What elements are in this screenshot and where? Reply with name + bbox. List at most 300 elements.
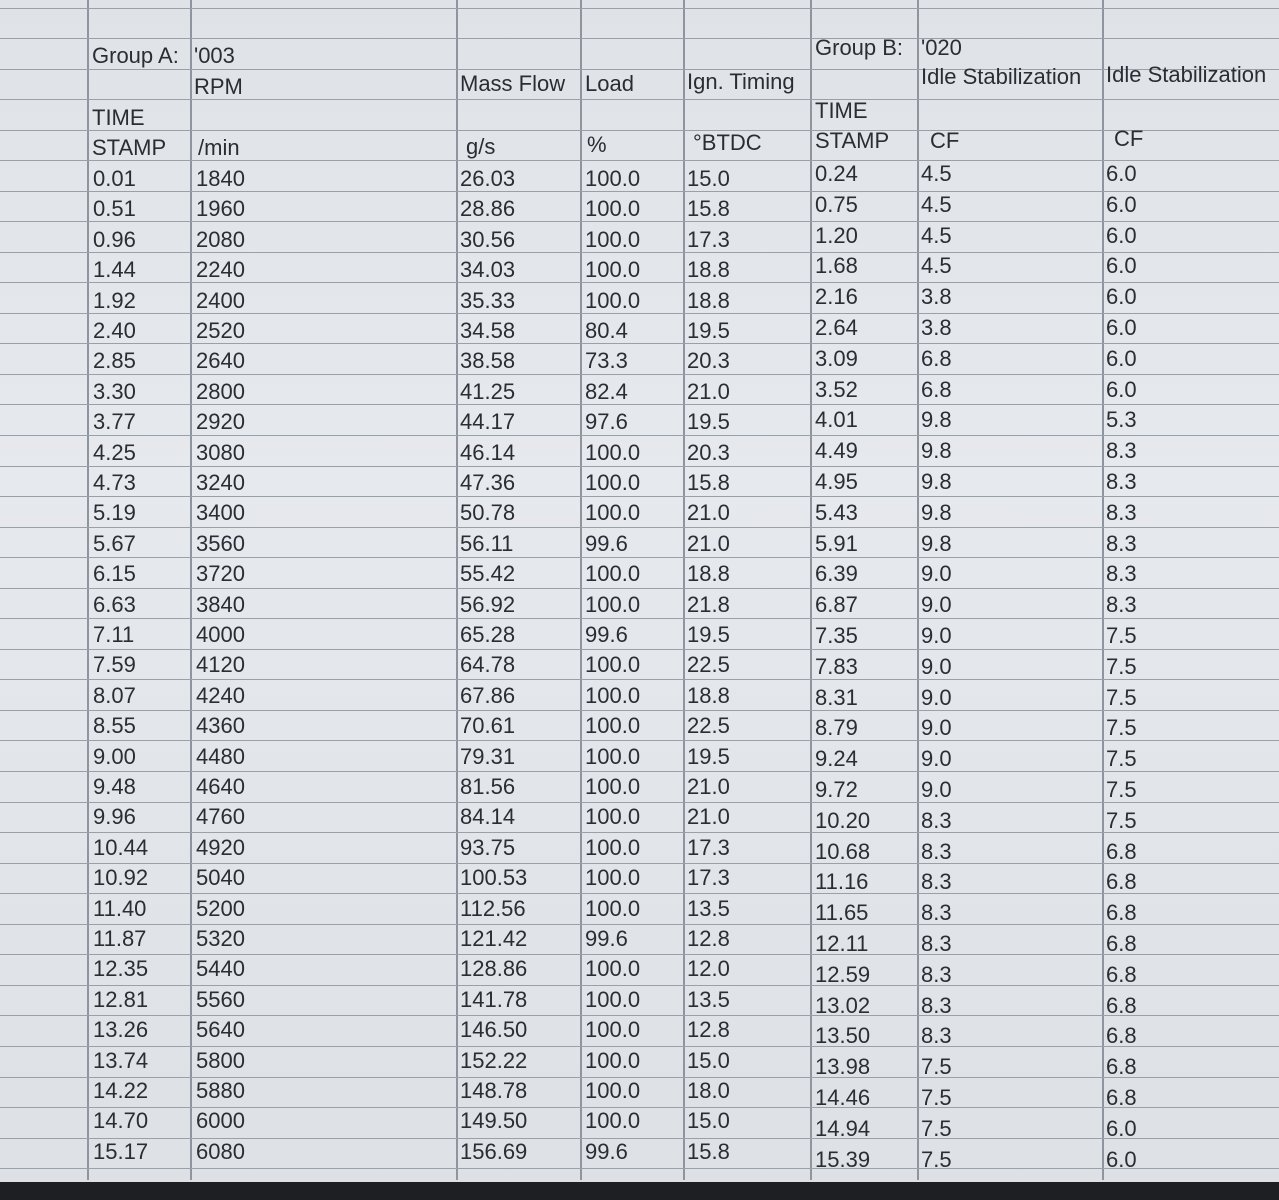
cell-load[interactable]: 100.0 xyxy=(585,470,641,495)
cell-time-stamp-b[interactable]: 0.24 xyxy=(815,161,858,186)
cell-idle-cf-2[interactable]: 6.0 xyxy=(1106,192,1137,217)
cell-idle-cf-2[interactable]: 6.0 xyxy=(1106,346,1137,371)
cell-load[interactable]: 99.6 xyxy=(585,622,628,647)
cell-rpm[interactable]: 3400 xyxy=(196,500,245,525)
cell-load[interactable]: 100.0 xyxy=(585,500,641,525)
column-divider xyxy=(580,0,582,1180)
cell-mass-flow[interactable]: 47.36 xyxy=(460,470,516,495)
cell-rpm[interactable]: 3240 xyxy=(196,470,245,495)
cell-time-stamp-b[interactable]: 7.83 xyxy=(815,654,858,679)
cell-time-stamp-b[interactable]: 8.79 xyxy=(815,715,858,740)
cell-idle-cf-2[interactable]: 6.8 xyxy=(1106,900,1137,925)
group-b-id[interactable]: '020 xyxy=(921,35,962,60)
cell-ign-timing[interactable]: 18.8 xyxy=(687,257,730,282)
cell-mass-flow[interactable]: 64.78 xyxy=(460,652,516,677)
column-divider xyxy=(456,0,458,1180)
cell-mass-flow[interactable]: 149.50 xyxy=(460,1108,528,1133)
cell-time-stamp-b[interactable]: 9.72 xyxy=(815,777,858,802)
cell-load[interactable]: 100.0 xyxy=(585,1108,641,1133)
cell-rpm[interactable]: 4360 xyxy=(196,713,245,738)
cell-idle-cf-2[interactable]: 6.8 xyxy=(1106,962,1137,987)
cell-time-stamp-a[interactable]: 12.35 xyxy=(93,956,149,981)
cell-mass-flow[interactable]: 65.28 xyxy=(460,622,516,647)
cell-rpm[interactable]: 2400 xyxy=(196,288,245,313)
cell-mass-flow[interactable]: 70.61 xyxy=(460,713,516,738)
cell-time-stamp-b[interactable]: 4.49 xyxy=(815,438,858,463)
cell-idle-cf-1[interactable]: 9.0 xyxy=(921,654,952,679)
cell-rpm[interactable]: 1840 xyxy=(196,166,245,191)
cell-idle-cf-1[interactable]: 8.3 xyxy=(921,931,952,956)
cell-idle-cf-1[interactable]: 7.5 xyxy=(921,1085,952,1110)
cell-load[interactable]: 82.4 xyxy=(585,379,628,404)
cell-idle-cf-1[interactable]: 9.0 xyxy=(921,592,952,617)
cell-load[interactable]: 100.0 xyxy=(585,987,641,1012)
cell-ign-timing[interactable]: 13.5 xyxy=(687,987,730,1012)
cell-rpm[interactable]: 5560 xyxy=(196,987,245,1012)
cell-idle-cf-2[interactable]: 5.3 xyxy=(1106,407,1137,432)
cell-rpm[interactable]: 5440 xyxy=(196,956,245,981)
cell-time-stamp-b[interactable]: 6.39 xyxy=(815,561,858,586)
cell-mass-flow[interactable]: 44.17 xyxy=(460,409,516,434)
cell-idle-cf-1[interactable]: 7.5 xyxy=(921,1147,952,1172)
row-divider xyxy=(0,374,1279,375)
header-ign-timing[interactable]: Ign. Timing xyxy=(687,69,795,94)
cell-time-stamp-b[interactable]: 8.31 xyxy=(815,685,858,710)
cell-time-stamp-b[interactable]: 5.43 xyxy=(815,500,858,525)
cell-load[interactable]: 97.6 xyxy=(585,409,628,434)
cell-idle-cf-1[interactable]: 9.8 xyxy=(921,407,952,432)
cell-idle-cf-1[interactable]: 8.3 xyxy=(921,900,952,925)
cell-load[interactable]: 73.3 xyxy=(585,348,628,373)
cell-ign-timing[interactable]: 19.5 xyxy=(687,318,730,343)
cell-idle-cf-2[interactable]: 6.0 xyxy=(1106,253,1137,278)
cell-idle-cf-1[interactable]: 4.5 xyxy=(921,192,952,217)
cell-time-stamp-b[interactable]: 3.52 xyxy=(815,377,858,402)
cell-ign-timing[interactable]: 15.8 xyxy=(687,196,730,221)
cell-ign-timing[interactable]: 12.8 xyxy=(687,926,730,951)
cell-rpm[interactable]: 4640 xyxy=(196,774,245,799)
cell-load[interactable]: 100.0 xyxy=(585,257,641,282)
cell-idle-cf-2[interactable]: 8.3 xyxy=(1106,469,1137,494)
header-a-time[interactable]: TIME xyxy=(92,105,145,130)
cell-idle-cf-1[interactable]: 9.8 xyxy=(921,531,952,556)
cell-ign-timing[interactable]: 18.8 xyxy=(687,561,730,586)
cell-idle-cf-2[interactable]: 7.5 xyxy=(1106,623,1137,648)
cell-idle-cf-1[interactable]: 9.8 xyxy=(921,438,952,463)
header-idle-stabilization-2[interactable]: Idle Stabilization xyxy=(1106,62,1267,87)
cell-idle-cf-1[interactable]: 3.8 xyxy=(921,284,952,309)
cell-idle-cf-2[interactable]: 8.3 xyxy=(1106,500,1137,525)
cell-load[interactable]: 100.0 xyxy=(585,956,641,981)
cell-mass-flow[interactable]: 146.50 xyxy=(460,1017,528,1042)
cell-ign-timing[interactable]: 22.5 xyxy=(687,652,730,677)
cell-ign-timing[interactable]: 12.8 xyxy=(687,1017,730,1042)
cell-time-stamp-b[interactable]: 10.68 xyxy=(815,839,871,864)
header-idle-stabilization-1[interactable]: Idle Stabilization xyxy=(921,64,1082,89)
cell-ign-timing[interactable]: 12.0 xyxy=(687,956,730,981)
cell-time-stamp-a[interactable]: 3.77 xyxy=(93,409,136,434)
cell-time-stamp-b[interactable]: 12.11 xyxy=(815,931,869,956)
cell-load[interactable]: 100.0 xyxy=(585,196,641,221)
cell-idle-cf-1[interactable]: 9.0 xyxy=(921,685,952,710)
header-a-stamp[interactable]: STAMP xyxy=(92,135,167,160)
cell-time-stamp-a[interactable]: 12.81 xyxy=(93,987,149,1012)
cell-load[interactable]: 100.0 xyxy=(585,865,641,890)
cell-ign-timing[interactable]: 18.8 xyxy=(687,683,730,708)
header-idle2-unit[interactable]: CF xyxy=(1114,126,1144,151)
row-divider xyxy=(0,8,1279,9)
cell-time-stamp-b[interactable]: 2.64 xyxy=(815,315,858,340)
cell-mass-flow[interactable]: 121.42 xyxy=(460,926,528,951)
header-rpm-unit[interactable]: /min xyxy=(198,135,240,160)
cell-mass-flow[interactable]: 34.58 xyxy=(460,318,516,343)
column-divider xyxy=(1102,0,1104,1180)
cell-idle-cf-1[interactable]: 9.0 xyxy=(921,561,952,586)
cell-idle-cf-2[interactable]: 6.8 xyxy=(1106,869,1137,894)
row-divider xyxy=(0,924,1279,925)
cell-ign-timing[interactable]: 13.5 xyxy=(687,896,730,921)
cell-idle-cf-1[interactable]: 9.0 xyxy=(921,777,952,802)
group-b-label[interactable]: Group B: xyxy=(815,35,904,60)
cell-idle-cf-2[interactable]: 7.5 xyxy=(1106,685,1137,710)
cell-ign-timing[interactable]: 17.3 xyxy=(687,835,730,860)
cell-idle-cf-1[interactable]: 9.8 xyxy=(921,500,952,525)
cell-idle-cf-1[interactable]: 8.3 xyxy=(921,839,952,864)
cell-time-stamp-a[interactable]: 15.17 xyxy=(93,1139,149,1164)
cell-time-stamp-b[interactable]: 1.20 xyxy=(815,223,858,248)
cell-mass-flow[interactable]: 152.22 xyxy=(460,1048,528,1073)
header-rpm[interactable]: RPM xyxy=(194,74,243,99)
cell-mass-flow[interactable]: 93.75 xyxy=(460,835,516,860)
cell-idle-cf-2[interactable]: 7.5 xyxy=(1106,746,1137,771)
cell-rpm[interactable]: 4000 xyxy=(196,622,245,647)
cell-load[interactable]: 80.4 xyxy=(585,318,628,343)
cell-rpm[interactable]: 2800 xyxy=(196,379,245,404)
cell-ign-timing[interactable]: 21.0 xyxy=(687,531,730,556)
cell-time-stamp-b[interactable]: 4.01 xyxy=(815,407,858,432)
cell-time-stamp-a[interactable]: 6.63 xyxy=(93,592,136,617)
cell-time-stamp-a[interactable]: 14.22 xyxy=(93,1078,149,1103)
header-ign-unit[interactable]: °BTDC xyxy=(693,130,762,155)
cell-time-stamp-a[interactable]: 2.40 xyxy=(93,318,136,343)
cell-mass-flow[interactable]: 28.86 xyxy=(460,196,516,221)
cell-idle-cf-2[interactable]: 8.3 xyxy=(1106,561,1137,586)
cell-time-stamp-a[interactable]: 13.74 xyxy=(93,1048,149,1073)
cell-time-stamp-b[interactable]: 13.98 xyxy=(815,1054,871,1079)
cell-idle-cf-1[interactable]: 8.3 xyxy=(921,1023,952,1048)
cell-idle-cf-1[interactable]: 3.8 xyxy=(921,315,952,340)
cell-idle-cf-2[interactable]: 6.0 xyxy=(1106,223,1137,248)
cell-idle-cf-1[interactable]: 9.8 xyxy=(921,469,952,494)
column-divider xyxy=(683,0,685,1180)
cell-idle-cf-2[interactable]: 7.5 xyxy=(1106,654,1137,679)
cell-mass-flow[interactable]: 100.53 xyxy=(460,865,528,890)
cell-mass-flow[interactable]: 26.03 xyxy=(460,166,516,191)
cell-time-stamp-a[interactable]: 7.59 xyxy=(93,652,136,677)
cell-rpm[interactable]: 2080 xyxy=(196,227,245,252)
cell-ign-timing[interactable]: 18.8 xyxy=(687,288,730,313)
cell-time-stamp-a[interactable]: 4.73 xyxy=(93,470,136,495)
cell-idle-cf-1[interactable]: 6.8 xyxy=(921,377,952,402)
cell-load[interactable]: 100.0 xyxy=(585,713,641,738)
cell-idle-cf-2[interactable]: 6.8 xyxy=(1106,931,1137,956)
cell-rpm[interactable]: 6000 xyxy=(196,1108,245,1133)
cell-ign-timing[interactable]: 15.8 xyxy=(687,470,730,495)
cell-ign-timing[interactable]: 15.0 xyxy=(687,1108,730,1133)
cell-mass-flow[interactable]: 156.69 xyxy=(460,1139,528,1164)
cell-time-stamp-a[interactable]: 1.44 xyxy=(93,257,136,282)
cell-ign-timing[interactable]: 17.3 xyxy=(687,227,730,252)
cell-mass-flow[interactable]: 84.14 xyxy=(460,804,516,829)
cell-time-stamp-a[interactable]: 2.85 xyxy=(93,348,136,373)
cell-ign-timing[interactable]: 19.5 xyxy=(687,744,730,769)
cell-rpm[interactable]: 4760 xyxy=(196,804,245,829)
cell-idle-cf-1[interactable]: 4.5 xyxy=(921,161,952,186)
cell-idle-cf-2[interactable]: 6.0 xyxy=(1106,377,1137,402)
cell-rpm[interactable]: 2640 xyxy=(196,348,245,373)
cell-rpm[interactable]: 3720 xyxy=(196,561,245,586)
cell-rpm[interactable]: 2520 xyxy=(196,318,245,343)
cell-time-stamp-a[interactable]: 5.67 xyxy=(93,531,136,556)
cell-rpm[interactable]: 3840 xyxy=(196,592,245,617)
cell-mass-flow[interactable]: 81.56 xyxy=(460,774,516,799)
cell-mass-flow[interactable]: 38.58 xyxy=(460,348,516,373)
cell-time-stamp-b[interactable]: 3.09 xyxy=(815,346,858,371)
cell-time-stamp-b[interactable]: 14.94 xyxy=(815,1116,871,1141)
cell-load[interactable]: 99.6 xyxy=(585,531,628,556)
cell-ign-timing[interactable]: 21.8 xyxy=(687,592,730,617)
cell-idle-cf-1[interactable]: 9.0 xyxy=(921,715,952,740)
cell-time-stamp-b[interactable]: 14.46 xyxy=(815,1085,871,1110)
cell-rpm[interactable]: 5320 xyxy=(196,926,245,951)
header-b-time[interactable]: TIME xyxy=(815,98,868,123)
cell-load[interactable]: 100.0 xyxy=(585,1048,641,1073)
cell-time-stamp-b[interactable]: 2.16 xyxy=(815,284,858,309)
cell-rpm[interactable]: 4480 xyxy=(196,744,245,769)
cell-mass-flow[interactable]: 56.11 xyxy=(460,531,514,556)
cell-mass-flow[interactable]: 112.56 xyxy=(460,896,526,921)
cell-load[interactable]: 100.0 xyxy=(585,652,641,677)
cell-load[interactable]: 100.0 xyxy=(585,592,641,617)
cell-rpm[interactable]: 4920 xyxy=(196,835,245,860)
cell-idle-cf-2[interactable]: 6.0 xyxy=(1106,284,1137,309)
cell-time-stamp-a[interactable]: 9.96 xyxy=(93,804,136,829)
cell-mass-flow[interactable]: 30.56 xyxy=(460,227,516,252)
screen-bezel xyxy=(0,1182,1279,1200)
cell-time-stamp-b[interactable]: 1.68 xyxy=(815,253,858,278)
cell-time-stamp-b[interactable]: 15.39 xyxy=(815,1147,871,1172)
cell-idle-cf-1[interactable]: 8.3 xyxy=(921,808,952,833)
cell-mass-flow[interactable]: 128.86 xyxy=(460,956,528,981)
cell-time-stamp-a[interactable]: 9.48 xyxy=(93,774,136,799)
cell-load[interactable]: 100.0 xyxy=(585,166,641,191)
cell-time-stamp-a[interactable]: 3.30 xyxy=(93,379,136,404)
cell-time-stamp-a[interactable]: 4.25 xyxy=(93,440,136,465)
cell-time-stamp-a[interactable]: 9.00 xyxy=(93,744,136,769)
cell-time-stamp-b[interactable]: 6.87 xyxy=(815,592,858,617)
cell-time-stamp-a[interactable]: 0.96 xyxy=(93,227,136,252)
row-divider xyxy=(0,1138,1279,1139)
cell-idle-cf-1[interactable]: 7.5 xyxy=(921,1054,952,1079)
cell-ign-timing[interactable]: 15.0 xyxy=(687,1048,730,1073)
cell-time-stamp-a[interactable]: 13.26 xyxy=(93,1017,149,1042)
cell-ign-timing[interactable]: 21.0 xyxy=(687,774,730,799)
cell-load[interactable]: 100.0 xyxy=(585,1017,641,1042)
cell-idle-cf-2[interactable]: 7.5 xyxy=(1106,808,1137,833)
cell-load[interactable]: 100.0 xyxy=(585,227,641,252)
cell-mass-flow[interactable]: 50.78 xyxy=(460,500,516,525)
cell-mass-flow[interactable]: 79.31 xyxy=(460,744,516,769)
cell-time-stamp-a[interactable]: 0.51 xyxy=(93,196,136,221)
cell-mass-flow[interactable]: 55.42 xyxy=(460,561,516,586)
cell-ign-timing[interactable]: 19.5 xyxy=(687,622,730,647)
cell-idle-cf-1[interactable]: 8.3 xyxy=(921,962,952,987)
cell-mass-flow[interactable]: 141.78 xyxy=(460,987,528,1012)
row-divider xyxy=(0,557,1279,558)
cell-mass-flow[interactable]: 35.33 xyxy=(460,288,516,313)
cell-rpm[interactable]: 5880 xyxy=(196,1078,245,1103)
cell-ign-timing[interactable]: 21.0 xyxy=(687,500,730,525)
cell-time-stamp-b[interactable]: 9.24 xyxy=(815,746,858,771)
cell-load[interactable]: 100.0 xyxy=(585,896,641,921)
cell-idle-cf-2[interactable]: 8.3 xyxy=(1106,592,1137,617)
cell-idle-cf-2[interactable]: 7.5 xyxy=(1106,715,1137,740)
cell-mass-flow[interactable]: 56.92 xyxy=(460,592,516,617)
header-mass-flow-unit[interactable]: g/s xyxy=(466,134,496,159)
cell-rpm[interactable]: 4240 xyxy=(196,683,245,708)
cell-rpm[interactable]: 2920 xyxy=(196,409,245,434)
cell-mass-flow[interactable]: 67.86 xyxy=(460,683,516,708)
cell-idle-cf-1[interactable]: 9.0 xyxy=(921,623,952,648)
cell-ign-timing[interactable]: 19.5 xyxy=(687,409,730,434)
row-divider xyxy=(0,38,1279,39)
cell-time-stamp-b[interactable]: 10.20 xyxy=(815,808,871,833)
cell-idle-cf-1[interactable]: 8.3 xyxy=(921,993,952,1018)
cell-time-stamp-a[interactable]: 14.70 xyxy=(93,1108,149,1133)
cell-idle-cf-1[interactable]: 8.3 xyxy=(921,869,952,894)
column-divider xyxy=(190,0,192,1180)
header-load[interactable]: Load xyxy=(585,71,634,96)
row-divider xyxy=(0,343,1279,344)
cell-time-stamp-a[interactable]: 8.07 xyxy=(93,683,136,708)
group-a-label[interactable]: Group A: xyxy=(92,43,179,68)
cell-ign-timing[interactable]: 22.5 xyxy=(687,713,730,738)
cell-idle-cf-2[interactable]: 6.8 xyxy=(1106,1085,1137,1110)
cell-idle-cf-2[interactable]: 6.8 xyxy=(1106,1054,1137,1079)
cell-idle-cf-1[interactable]: 9.0 xyxy=(921,746,952,771)
cell-time-stamp-b[interactable]: 5.91 xyxy=(815,531,858,556)
cell-idle-cf-2[interactable]: 6.0 xyxy=(1106,161,1137,186)
cell-rpm[interactable]: 3080 xyxy=(196,440,245,465)
cell-time-stamp-b[interactable]: 11.16 xyxy=(815,869,869,894)
cell-mass-flow[interactable]: 41.25 xyxy=(460,379,516,404)
cell-rpm[interactable]: 2240 xyxy=(196,257,245,282)
cell-time-stamp-b[interactable]: 11.65 xyxy=(815,900,869,925)
cell-ign-timing[interactable]: 18.0 xyxy=(687,1078,730,1103)
cell-load[interactable]: 100.0 xyxy=(585,774,641,799)
row-divider xyxy=(0,130,1279,131)
cell-rpm[interactable]: 5040 xyxy=(196,865,245,890)
cell-idle-cf-2[interactable]: 6.8 xyxy=(1106,1023,1137,1048)
cell-mass-flow[interactable]: 148.78 xyxy=(460,1078,528,1103)
header-load-unit[interactable]: % xyxy=(587,132,607,157)
cell-load[interactable]: 100.0 xyxy=(585,1078,641,1103)
cell-time-stamp-a[interactable]: 7.11 xyxy=(93,622,135,647)
cell-idle-cf-2[interactable]: 6.8 xyxy=(1106,993,1137,1018)
cell-time-stamp-b[interactable]: 13.50 xyxy=(815,1023,871,1048)
cell-idle-cf-2[interactable]: 8.3 xyxy=(1106,438,1137,463)
cell-idle-cf-1[interactable]: 4.5 xyxy=(921,223,952,248)
cell-load[interactable]: 99.6 xyxy=(585,1139,628,1164)
cell-time-stamp-b[interactable]: 7.35 xyxy=(815,623,858,648)
cell-idle-cf-2[interactable]: 6.0 xyxy=(1106,1147,1137,1172)
cell-time-stamp-b[interactable]: 12.59 xyxy=(815,962,871,987)
cell-time-stamp-a[interactable]: 6.15 xyxy=(93,561,136,586)
cell-rpm[interactable]: 3560 xyxy=(196,531,245,556)
cell-idle-cf-2[interactable]: 7.5 xyxy=(1106,777,1137,802)
cell-idle-cf-2[interactable]: 8.3 xyxy=(1106,531,1137,556)
cell-rpm[interactable]: 1960 xyxy=(196,196,245,221)
cell-rpm[interactable]: 5200 xyxy=(196,896,245,921)
cell-rpm[interactable]: 5640 xyxy=(196,1017,245,1042)
cell-mass-flow[interactable]: 46.14 xyxy=(460,440,516,465)
group-a-id[interactable]: '003 xyxy=(194,43,235,68)
cell-idle-cf-2[interactable]: 6.8 xyxy=(1106,839,1137,864)
header-idle1-unit[interactable]: CF xyxy=(930,128,960,153)
cell-time-stamp-a[interactable]: 5.19 xyxy=(93,500,136,525)
cell-idle-cf-1[interactable]: 4.5 xyxy=(921,253,952,278)
cell-time-stamp-a[interactable]: 11.87 xyxy=(93,926,147,951)
cell-idle-cf-2[interactable]: 6.0 xyxy=(1106,315,1137,340)
cell-load[interactable]: 100.0 xyxy=(585,288,641,313)
cell-time-stamp-b[interactable]: 0.75 xyxy=(815,192,858,217)
cell-time-stamp-b[interactable]: 4.95 xyxy=(815,469,858,494)
cell-load[interactable]: 100.0 xyxy=(585,744,641,769)
header-b-stamp[interactable]: STAMP xyxy=(815,128,890,153)
cell-load[interactable]: 100.0 xyxy=(585,683,641,708)
cell-time-stamp-a[interactable]: 10.92 xyxy=(93,865,149,890)
cell-load[interactable]: 100.0 xyxy=(585,561,641,586)
column-divider xyxy=(917,0,919,1180)
cell-load[interactable]: 100.0 xyxy=(585,804,641,829)
cell-load[interactable]: 100.0 xyxy=(585,835,641,860)
cell-rpm[interactable]: 5800 xyxy=(196,1048,245,1073)
cell-time-stamp-b[interactable]: 13.02 xyxy=(815,993,871,1018)
cell-ign-timing[interactable]: 15.0 xyxy=(687,166,730,191)
cell-ign-timing[interactable]: 21.0 xyxy=(687,379,730,404)
cell-rpm[interactable]: 4120 xyxy=(196,652,245,677)
cell-ign-timing[interactable]: 21.0 xyxy=(687,804,730,829)
cell-ign-timing[interactable]: 20.3 xyxy=(687,440,730,465)
cell-time-stamp-a[interactable]: 10.44 xyxy=(93,835,149,860)
cell-ign-timing[interactable]: 20.3 xyxy=(687,348,730,373)
cell-rpm[interactable]: 6080 xyxy=(196,1139,245,1164)
cell-load[interactable]: 99.6 xyxy=(585,926,628,951)
cell-idle-cf-1[interactable]: 7.5 xyxy=(921,1116,952,1141)
cell-mass-flow[interactable]: 34.03 xyxy=(460,257,516,282)
cell-time-stamp-a[interactable]: 1.92 xyxy=(93,288,136,313)
cell-ign-timing[interactable]: 15.8 xyxy=(687,1139,730,1164)
cell-idle-cf-2[interactable]: 6.0 xyxy=(1106,1116,1137,1141)
header-mass-flow[interactable]: Mass Flow xyxy=(460,71,566,96)
row-divider xyxy=(0,99,1279,100)
cell-ign-timing[interactable]: 17.3 xyxy=(687,865,730,890)
cell-time-stamp-a[interactable]: 0.01 xyxy=(93,166,136,191)
cell-load[interactable]: 100.0 xyxy=(585,440,641,465)
cell-idle-cf-1[interactable]: 6.8 xyxy=(921,346,952,371)
cell-time-stamp-a[interactable]: 8.55 xyxy=(93,713,136,738)
cell-time-stamp-a[interactable]: 11.40 xyxy=(93,896,147,921)
